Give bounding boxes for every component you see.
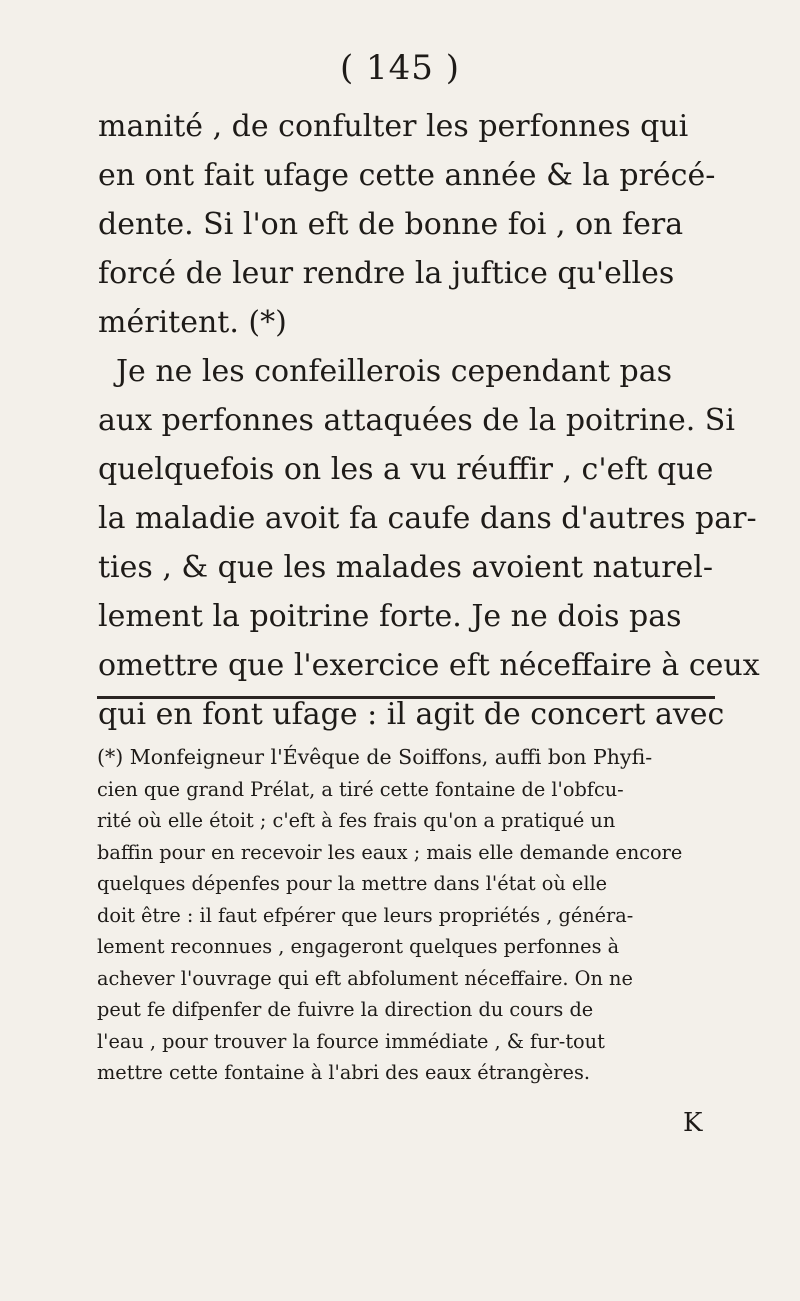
body-line: qui en font ufage : il agit de concert avec (98, 697, 725, 732)
footnote-line: (*) Monfeigneur l'Évêque de Soiffons, auffi bon Phyfi- (97, 745, 653, 769)
body-line: forcé de leur rendre la juftice qu'elles (98, 256, 675, 291)
footnote-line: rité où elle étoit ; c'eft à fes frais qu'on a pratiqué un (97, 809, 616, 832)
body-line: quelquefois on les a vu réuffir , c'eft que (98, 452, 714, 487)
footnote-line: achever l'ouvrage qui eft abfolument néceffaire. On ne (97, 966, 633, 990)
page-number: ( 145 ) (339, 48, 461, 88)
catchword: K (683, 1108, 703, 1138)
body-line: méritent. (*) (98, 305, 287, 340)
body-line: dente. Si l'on eft de bonne foi , on fera (98, 207, 684, 242)
body-line: lement la poitrine forte. Je ne dois pas (98, 599, 682, 634)
footnote-divider (97, 696, 715, 699)
body-line: en ont fait ufage cette année & la précé- (98, 158, 716, 193)
body-line: omettre que l'exercice eft néceffaire à ceux (98, 648, 760, 683)
body-line: Je ne les confeillerois cependant pas (116, 354, 673, 389)
footnote-line: l'eau , pour trouver la fource immédiate , & fur-tout (97, 1029, 605, 1053)
footnote-line: peut fe difpenfer de fuivre la direction du cours de (97, 998, 594, 1021)
body-line: ties , & que les malades avoient naturel- (98, 550, 714, 585)
body-line: aux perfonnes attaquées de la poitrine. Si (98, 403, 735, 438)
footnote-line: cien que grand Prélat, a tiré cette fontaine de l'obfcu- (97, 777, 624, 801)
footnote-line: quelques dépenfes pour la mettre dans l'état où elle (97, 872, 608, 895)
body-line: manité , de confulter les perfonnes qui (98, 109, 689, 144)
footnote-line: mettre cette fontaine à l'abri des eaux étrangères. (97, 1061, 590, 1084)
footnote-line: doit être : il faut efpérer que leurs propriétés , généra- (97, 903, 634, 927)
body-line: la maladie avoit fa caufe dans d'autres par- (98, 501, 757, 536)
footnote (97, 742, 715, 1089)
footnote-line: lement reconnues , engageront quelques perfonnes à (97, 935, 620, 958)
body-text (98, 102, 760, 739)
footnote-line: baffin pour en recevoir les eaux ; mais elle demande encore (97, 840, 683, 864)
